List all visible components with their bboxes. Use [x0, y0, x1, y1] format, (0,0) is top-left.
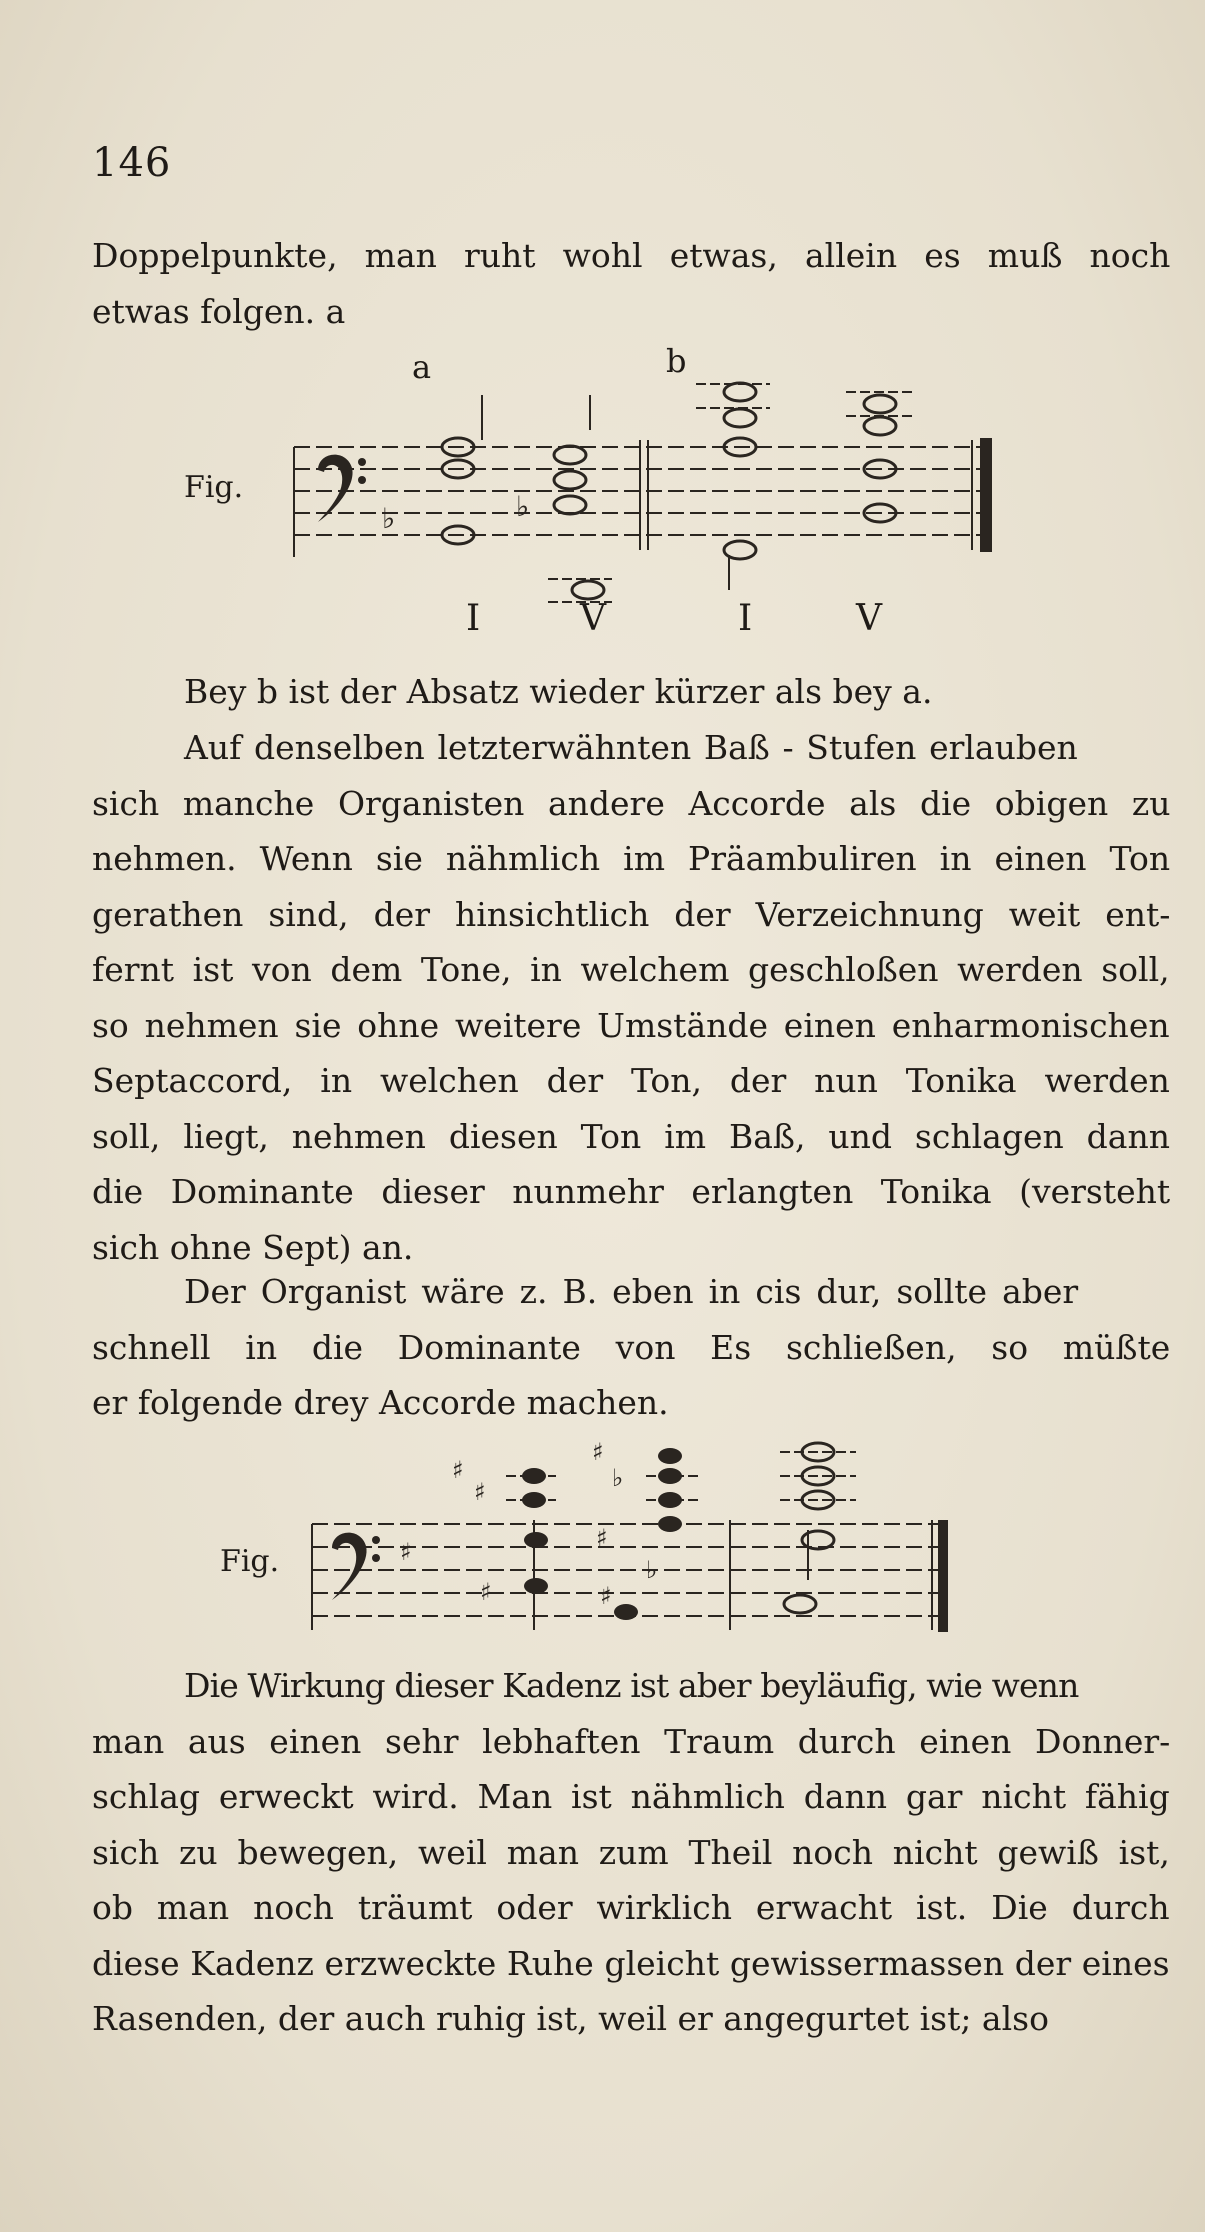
text-line: Auf denselben letzterwähnten Baß - Stufen erlauben [184, 728, 1078, 767]
paragraph-4 [92, 1658, 1170, 2047]
text-line: man aus einen sehr lebhaften Traum durch einen Donner- [92, 1721, 1171, 1761]
svg-text:♭: ♭ [646, 1556, 658, 1584]
text-line: soll, liegt, nehmen diesen Ton im Baß, und schlagen dann [92, 1116, 1170, 1156]
text-line: Septaccord, in welchen der Ton, der nun Tonika werden [92, 1061, 1170, 1100]
svg-text:♭: ♭ [612, 1464, 624, 1492]
text-line: sich ohne Sept) an. [92, 1227, 414, 1267]
page-number: 146 [92, 140, 172, 186]
roman-numeral-1: I [466, 598, 482, 639]
text-line: ob man noch träumt oder wirklich erwacht ist. Die durch [92, 1888, 1170, 1927]
svg-text:♯: ♯ [474, 1478, 486, 1506]
figure-1-part-a-label: a [412, 348, 432, 386]
text-line: die Dominante dieser nunmehr erlangten Tonika (versteht [92, 1172, 1171, 1211]
figure-2-label: Fig. [220, 1544, 280, 1579]
roman-numeral-2: V [580, 598, 607, 639]
svg-text:♯: ♯ [596, 1524, 608, 1552]
svg-text:♯: ♯ [480, 1578, 492, 1606]
text-line: schnell in die Dominante von Es schließen, so müßte [92, 1327, 1171, 1367]
text-line: sich zu bewegen, weil man zum Theil noch nicht gewiß ist, [92, 1832, 1170, 1872]
text-line: fernt ist von dem Tone, in welchem geschloßen werden soll, [92, 950, 1170, 989]
figure-1-label: Fig. [184, 470, 244, 505]
text-line: Der Organist wäre z. B. eben in cis dur, sollte aber [184, 1272, 1079, 1311]
svg-text:♯: ♯ [452, 1456, 464, 1484]
text-line: etwas folgen. a [92, 291, 346, 331]
svg-text:♯: ♯ [600, 1582, 612, 1610]
text-line: nehmen. Wenn sie nähmlich im Präambuliren in einen Ton [92, 839, 1171, 878]
text-line: Rasenden, der auch ruhig ist, weil er angegurtet ist; also [92, 1999, 1049, 2038]
svg-text:♯: ♯ [592, 1438, 604, 1466]
text-line: Doppelpunkte, man ruht wohl etwas, allein es muß noch [92, 236, 1171, 275]
figure-1-part-b-label: b [666, 342, 687, 380]
text-line: Die Wirkung dieser Kadenz ist aber beyläufig, wie wenn [184, 1666, 1079, 1705]
text-line: er folgende drey Accorde machen. [92, 1383, 669, 1422]
svg-text:♭: ♭ [382, 502, 396, 535]
text-line: gerathen sind, der hinsichtlich der Verzeichnung weit ent- [92, 894, 1171, 934]
roman-numeral-3: I [738, 598, 754, 639]
svg-text:♯: ♯ [400, 1538, 412, 1566]
text-line: sich manche Organisten andere Accorde als die obigen zu [92, 783, 1171, 823]
text-line: Bey b ist der Absatz wieder kürzer als bey a. [184, 672, 933, 711]
text-line: so nehmen sie ohne weitere Umstände einen enharmonischen [92, 1005, 1170, 1045]
text-line: diese Kadenz erzweckte Ruhe gleicht gewissermassen der eines [92, 1943, 1170, 1983]
text-line: schlag erweckt wird. Man ist nähmlich dann gar nicht fähig [92, 1777, 1170, 1816]
svg-text:♭: ♭ [516, 490, 530, 523]
roman-numeral-4: V [856, 598, 883, 639]
